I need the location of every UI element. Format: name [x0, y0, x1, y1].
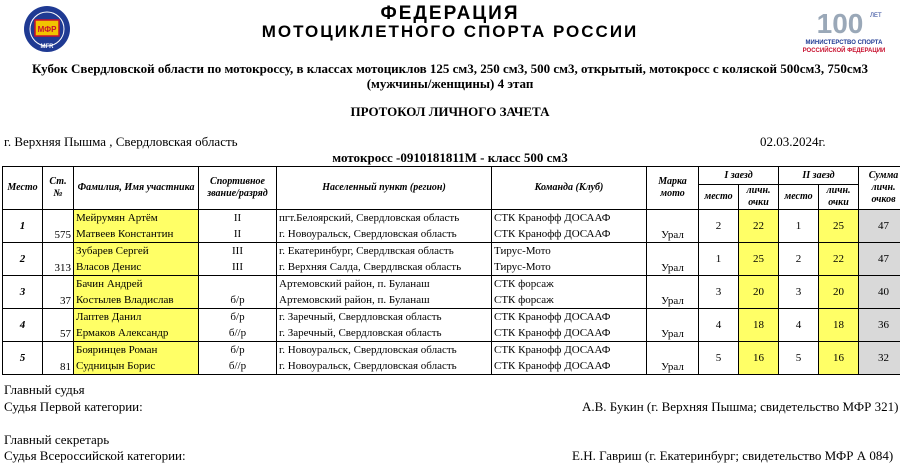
cell-place: 5: [3, 342, 43, 375]
col-team: Команда (Клуб): [492, 167, 647, 210]
cell-names-line: Матвеев Константин: [76, 226, 196, 242]
svg-text:РОССИЙСКОЙ ФЕДЕРАЦИИ: РОССИЙСКОЙ ФЕДЕРАЦИИ: [803, 46, 886, 54]
cell-h1-points: 22: [739, 210, 779, 243]
cell-h1-points: 25: [739, 243, 779, 276]
cell-teams: [492, 243, 647, 276]
cell-cities-line: Артемовский район, п. Буланаш: [279, 276, 489, 292]
cell-teams: [492, 342, 647, 375]
cell-teams: [492, 210, 647, 243]
cell-names-line: Бояринцев Роман: [76, 342, 196, 358]
cell-ranks-line: II: [201, 210, 274, 226]
cell-teams-line: СТК Кранофф ДОСААФ: [494, 226, 644, 242]
cell-moto: Урал: [647, 276, 699, 309]
cell-start-no: 575: [43, 210, 74, 243]
cell-teams-line: СТК форсаж: [494, 276, 644, 292]
col-heat1: I заезд: [699, 167, 779, 185]
cell-teams-line: СТК Кранофф ДОСААФ: [494, 210, 644, 226]
cell-place: 4: [3, 309, 43, 342]
cell-place: 1: [3, 210, 43, 243]
ministry-logo: [800, 3, 888, 55]
cell-h2-points: 25: [819, 210, 859, 243]
cell-ranks-line: [201, 276, 274, 292]
cell-h2-place: 5: [779, 342, 819, 375]
col-h2-place: место: [779, 185, 819, 210]
cell-teams-line: СТК Кранофф ДОСААФ: [494, 358, 644, 374]
cell-cities-line: г. Новоуральск, Свердловская область: [279, 226, 489, 242]
cell-names-line: Бачин Андрей: [76, 276, 196, 292]
cell-names-line: Судницын Борис: [76, 358, 196, 374]
col-sum: Сумма личн. очков: [859, 167, 900, 210]
svg-text:МИНИСТЕРСТВО СПОРТА: МИНИСТЕРСТВО СПОРТА: [806, 40, 884, 46]
cell-cities-line: пгт.Белоярский, Свердловская область: [279, 210, 489, 226]
cell-teams-line: Тирус-Мото: [494, 259, 644, 275]
cell-h2-place: 1: [779, 210, 819, 243]
cell-cities-line: Артемовский район, п. Буланаш: [279, 292, 489, 308]
cell-h1-place: 2: [699, 210, 739, 243]
cell-ranks: [199, 309, 277, 342]
cell-ranks: [199, 342, 277, 375]
cell-cities: [277, 309, 492, 342]
cell-teams: [492, 309, 647, 342]
col-rank: Спортивное звание/разряд: [199, 167, 277, 210]
date: 02.03.2024г.: [760, 134, 826, 150]
cell-start-no: 37: [43, 276, 74, 309]
col-h2-points: личн. очки: [819, 185, 859, 210]
secretary-title: Главный секретарь: [4, 432, 109, 448]
cell-names: [74, 243, 199, 276]
cell-teams: [492, 276, 647, 309]
cell-ranks-line: III: [201, 243, 274, 259]
cell-cities-line: г. Заречный, Свердловская область: [279, 325, 489, 341]
cell-ranks: [199, 210, 277, 243]
cell-names-line: Ермаков Александр: [76, 325, 196, 341]
cell-names-line: Зубарев Сергей: [76, 243, 196, 259]
table-row: [3, 309, 900, 342]
cell-h1-points: 20: [739, 276, 779, 309]
col-h1-place: место: [699, 185, 739, 210]
cell-teams-line: СТК Кранофф ДОСААФ: [494, 309, 644, 325]
cell-cities-line: г. Новоуральск, Свердловская область: [279, 358, 489, 374]
cell-ranks-line: б//р: [201, 358, 274, 374]
cell-names-line: Костылев Владислав: [76, 292, 196, 308]
cell-ranks: [199, 276, 277, 309]
cell-h1-points: 18: [739, 309, 779, 342]
cell-h2-points: 18: [819, 309, 859, 342]
cell-names: [74, 276, 199, 309]
secretary-category: Судья Всероссийской категории:: [4, 448, 186, 464]
cell-teams-line: СТК Кранофф ДОСААФ: [494, 342, 644, 358]
cell-names: [74, 210, 199, 243]
cell-sum: 47: [859, 243, 900, 276]
svg-text:МФР: МФР: [38, 25, 57, 34]
cell-h1-place: 5: [699, 342, 739, 375]
cell-sum: 40: [859, 276, 900, 309]
cell-names-line: Лаптев Данил: [76, 309, 196, 325]
cell-ranks-line: б/р: [201, 309, 274, 325]
cell-h1-place: 3: [699, 276, 739, 309]
cell-moto: Урал: [647, 210, 699, 243]
cell-h2-points: 16: [819, 342, 859, 375]
cell-names-line: Власов Денис: [76, 259, 196, 275]
ministry-logo-number: 100: [817, 8, 864, 39]
results-table: [2, 166, 900, 375]
cell-cities: [277, 342, 492, 375]
cell-h1-points: 16: [739, 342, 779, 375]
cell-h2-place: 2: [779, 243, 819, 276]
class-title: мотокросс -0910181811М - класс 500 см3: [0, 150, 900, 165]
cell-cities-line: г. Верхняя Салда, Свердлвская область: [279, 259, 489, 275]
cell-moto: Урал: [647, 243, 699, 276]
cell-teams-line: СТК форсаж: [494, 292, 644, 308]
cell-names: [74, 309, 199, 342]
cell-ranks-line: III: [201, 259, 274, 275]
judge-category: Судья Первой категории:: [4, 399, 143, 415]
cell-place: 2: [3, 243, 43, 276]
cell-ranks-line: б//р: [201, 325, 274, 341]
col-h1-points: личн. очки: [739, 185, 779, 210]
cell-cities-line: г. Заречный, Свердловская область: [279, 309, 489, 325]
secretary-name: Е.Н. Гавриш (г. Екатеринбург; свидетельство МФР А 084): [572, 448, 893, 464]
cell-names: [74, 342, 199, 375]
federation-title-line1: ФЕДЕРАЦИЯ: [0, 3, 900, 25]
cell-ranks-line: б/р: [201, 292, 274, 308]
cell-start-no: 313: [43, 243, 74, 276]
protocol-title: ПРОТОКОЛ ЛИЧНОГО ЗАЧЕТА: [0, 104, 900, 119]
cell-cities: [277, 276, 492, 309]
location: г. Верхняя Пышма , Свердловская область: [4, 134, 238, 150]
cell-start-no: 81: [43, 342, 74, 375]
col-place: Место: [3, 167, 43, 210]
cell-sum: 32: [859, 342, 900, 375]
cell-moto: Урал: [647, 342, 699, 375]
col-heat2: II заезд: [779, 167, 859, 185]
judge-name: А.В. Букин (г. Верхняя Пышма; свидетельство МФР 321): [582, 399, 898, 415]
cell-h1-place: 1: [699, 243, 739, 276]
table-row: [3, 243, 900, 276]
cell-ranks-line: б/р: [201, 342, 274, 358]
event-title-line2: (мужчины/женщины) 4 этап: [0, 76, 900, 91]
cell-sum: 36: [859, 309, 900, 342]
cell-moto: Урал: [647, 309, 699, 342]
federation-title-line2: МОТОЦИКЛЕТНОГО СПОРТА РОССИИ: [0, 22, 900, 42]
cell-names-line: Мейрумян Артём: [76, 210, 196, 226]
cell-teams-line: Тирус-Мото: [494, 243, 644, 259]
svg-text:ЛЕТ: ЛЕТ: [870, 13, 882, 19]
col-start-no: Ст. №: [43, 167, 74, 210]
cell-cities-line: г. Екатеринбург, Свердлвская область: [279, 243, 489, 259]
cell-h2-points: 20: [819, 276, 859, 309]
cell-h2-place: 3: [779, 276, 819, 309]
cell-teams-line: СТК Кранофф ДОСААФ: [494, 325, 644, 341]
cell-cities: [277, 210, 492, 243]
cell-place: 3: [3, 276, 43, 309]
cell-h2-points: 22: [819, 243, 859, 276]
cell-sum: 47: [859, 210, 900, 243]
col-name: Фамилия, Имя участника: [74, 167, 199, 210]
cell-cities: [277, 243, 492, 276]
cell-ranks: [199, 243, 277, 276]
cell-ranks-line: II: [201, 226, 274, 242]
event-title-line1: Кубок Свердловской области по мотокроссу, в классах мотоциклов 125 см3, 250 см3, 500 см3, открытый, мотокросс с коляской 500см3, 750см3: [0, 61, 900, 76]
table-row: [3, 342, 900, 375]
cell-start-no: 57: [43, 309, 74, 342]
svg-text:MFR: MFR: [41, 44, 55, 50]
cell-cities-line: г. Новоуральск, Свердловская область: [279, 342, 489, 358]
table-row: [3, 276, 900, 309]
table-row: [3, 210, 900, 243]
cell-h2-place: 4: [779, 309, 819, 342]
judge-title: Главный судья: [4, 382, 85, 398]
col-moto: Марка мото: [647, 167, 699, 210]
col-city: Населенный пункт (регион): [277, 167, 492, 210]
cell-h1-place: 4: [699, 309, 739, 342]
